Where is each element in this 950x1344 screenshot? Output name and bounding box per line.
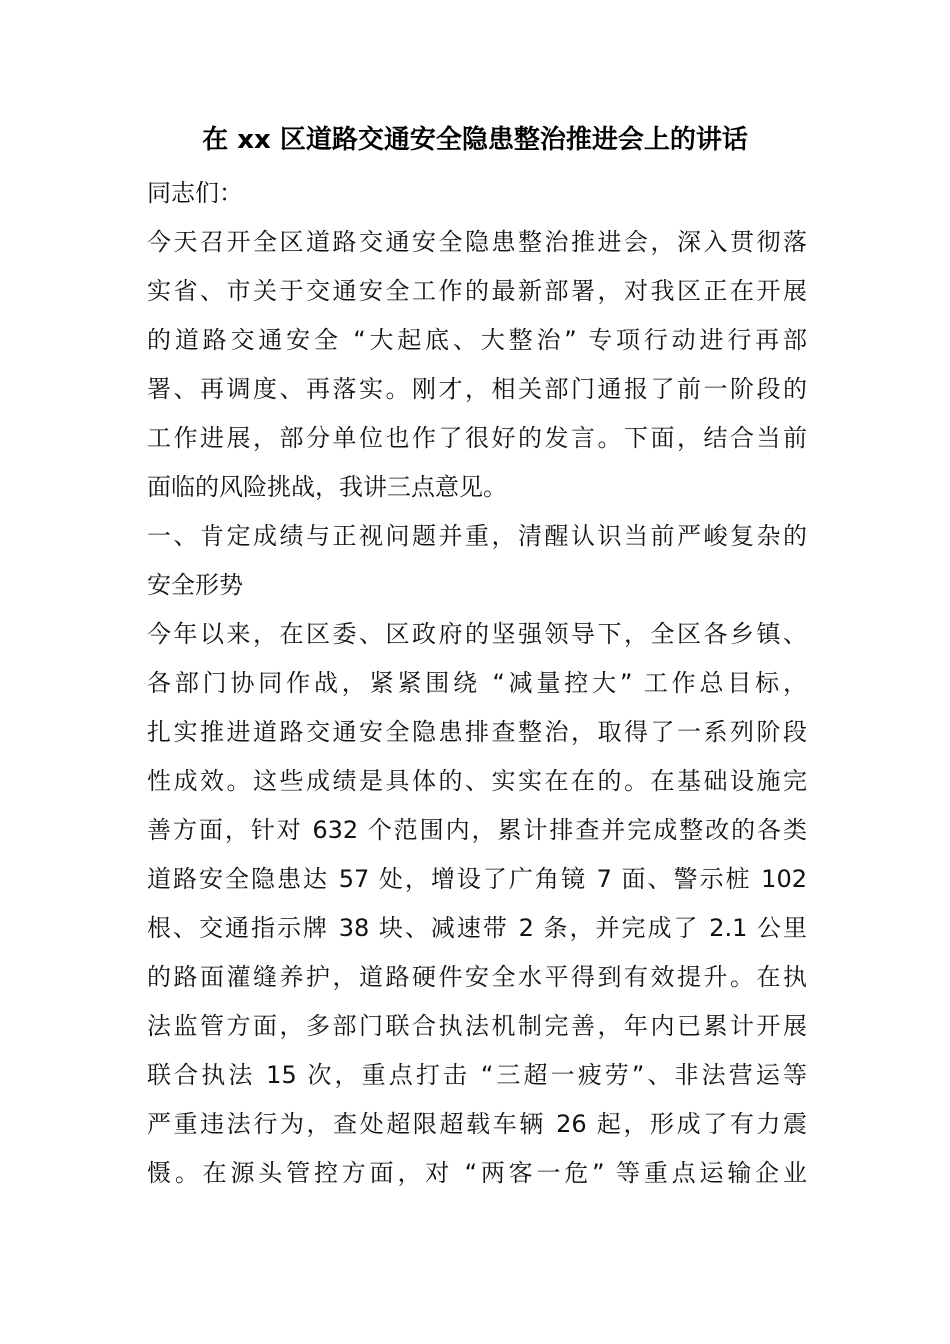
text-line: 今天召开全区道路交通安全隐患整治推进会，深入贯彻落 <box>147 228 807 256</box>
page-title: 在 xx 区道路交通安全隐患整治推进会上的讲话 <box>202 125 748 155</box>
text-line: 性成效。这些成绩是具体的、实实在在的。在基础设施完 <box>147 767 807 795</box>
text-line: 的道路交通安全 “大起底、大整治” 专项行动进行再部 <box>147 326 807 354</box>
text-line: 工作进展，部分单位也作了很好的发言。下面，结合当前 <box>147 424 807 452</box>
text-line: 安全形势 <box>147 571 243 599</box>
document-body <box>147 172 807 1201</box>
text-line: 实省、市关于交通安全工作的最新部署，对我区正在开展 <box>147 277 807 305</box>
text-line: 署、再调度、再落实。刚才，相关部门通报了前一阶段的 <box>147 375 807 403</box>
text-line: 一、肯定成绩与正视问题并重，清醒认识当前严峻复杂的 <box>147 522 807 550</box>
text-line: 的路面灌缝养护，道路硬件安全水平得到有效提升。在执 <box>147 963 807 991</box>
text-line: 面临的风险挑战，我讲三点意见。 <box>147 473 507 501</box>
text-line: 今年以来，在区委、区政府的坚强领导下，全区各乡镇、 <box>147 620 807 648</box>
text-line: 联合执法 15 次，重点打击 “三超一疲劳”、非法营运等 <box>147 1061 807 1089</box>
text-line: 各部门协同作战，紧紧围绕 “减量控大” 工作总目标， <box>147 669 807 697</box>
text-line: 根、交通指示牌 38 块、减速带 2 条，并完成了 2.1 公里 <box>147 914 807 942</box>
text-line: 善方面，针对 632 个范围内，累计排查并完成整改的各类 <box>147 816 807 844</box>
text-line: 严重违法行为，查处超限超载车辆 26 起，形成了有力震 <box>147 1110 807 1138</box>
text-line: 道路安全隐患达 57 处，增设了广角镜 7 面、警示桩 102 <box>147 865 807 893</box>
text-line: 慑。在源头管控方面，对 “两客一危” 等重点运输企业 <box>147 1159 807 1187</box>
text-line: 扎实推进道路交通安全隐患排查整治，取得了一系列阶段 <box>147 718 807 746</box>
text-line: 法监管方面，多部门联合执法机制完善，年内已累计开展 <box>147 1012 807 1040</box>
text-line: 同志们： <box>147 179 243 207</box>
